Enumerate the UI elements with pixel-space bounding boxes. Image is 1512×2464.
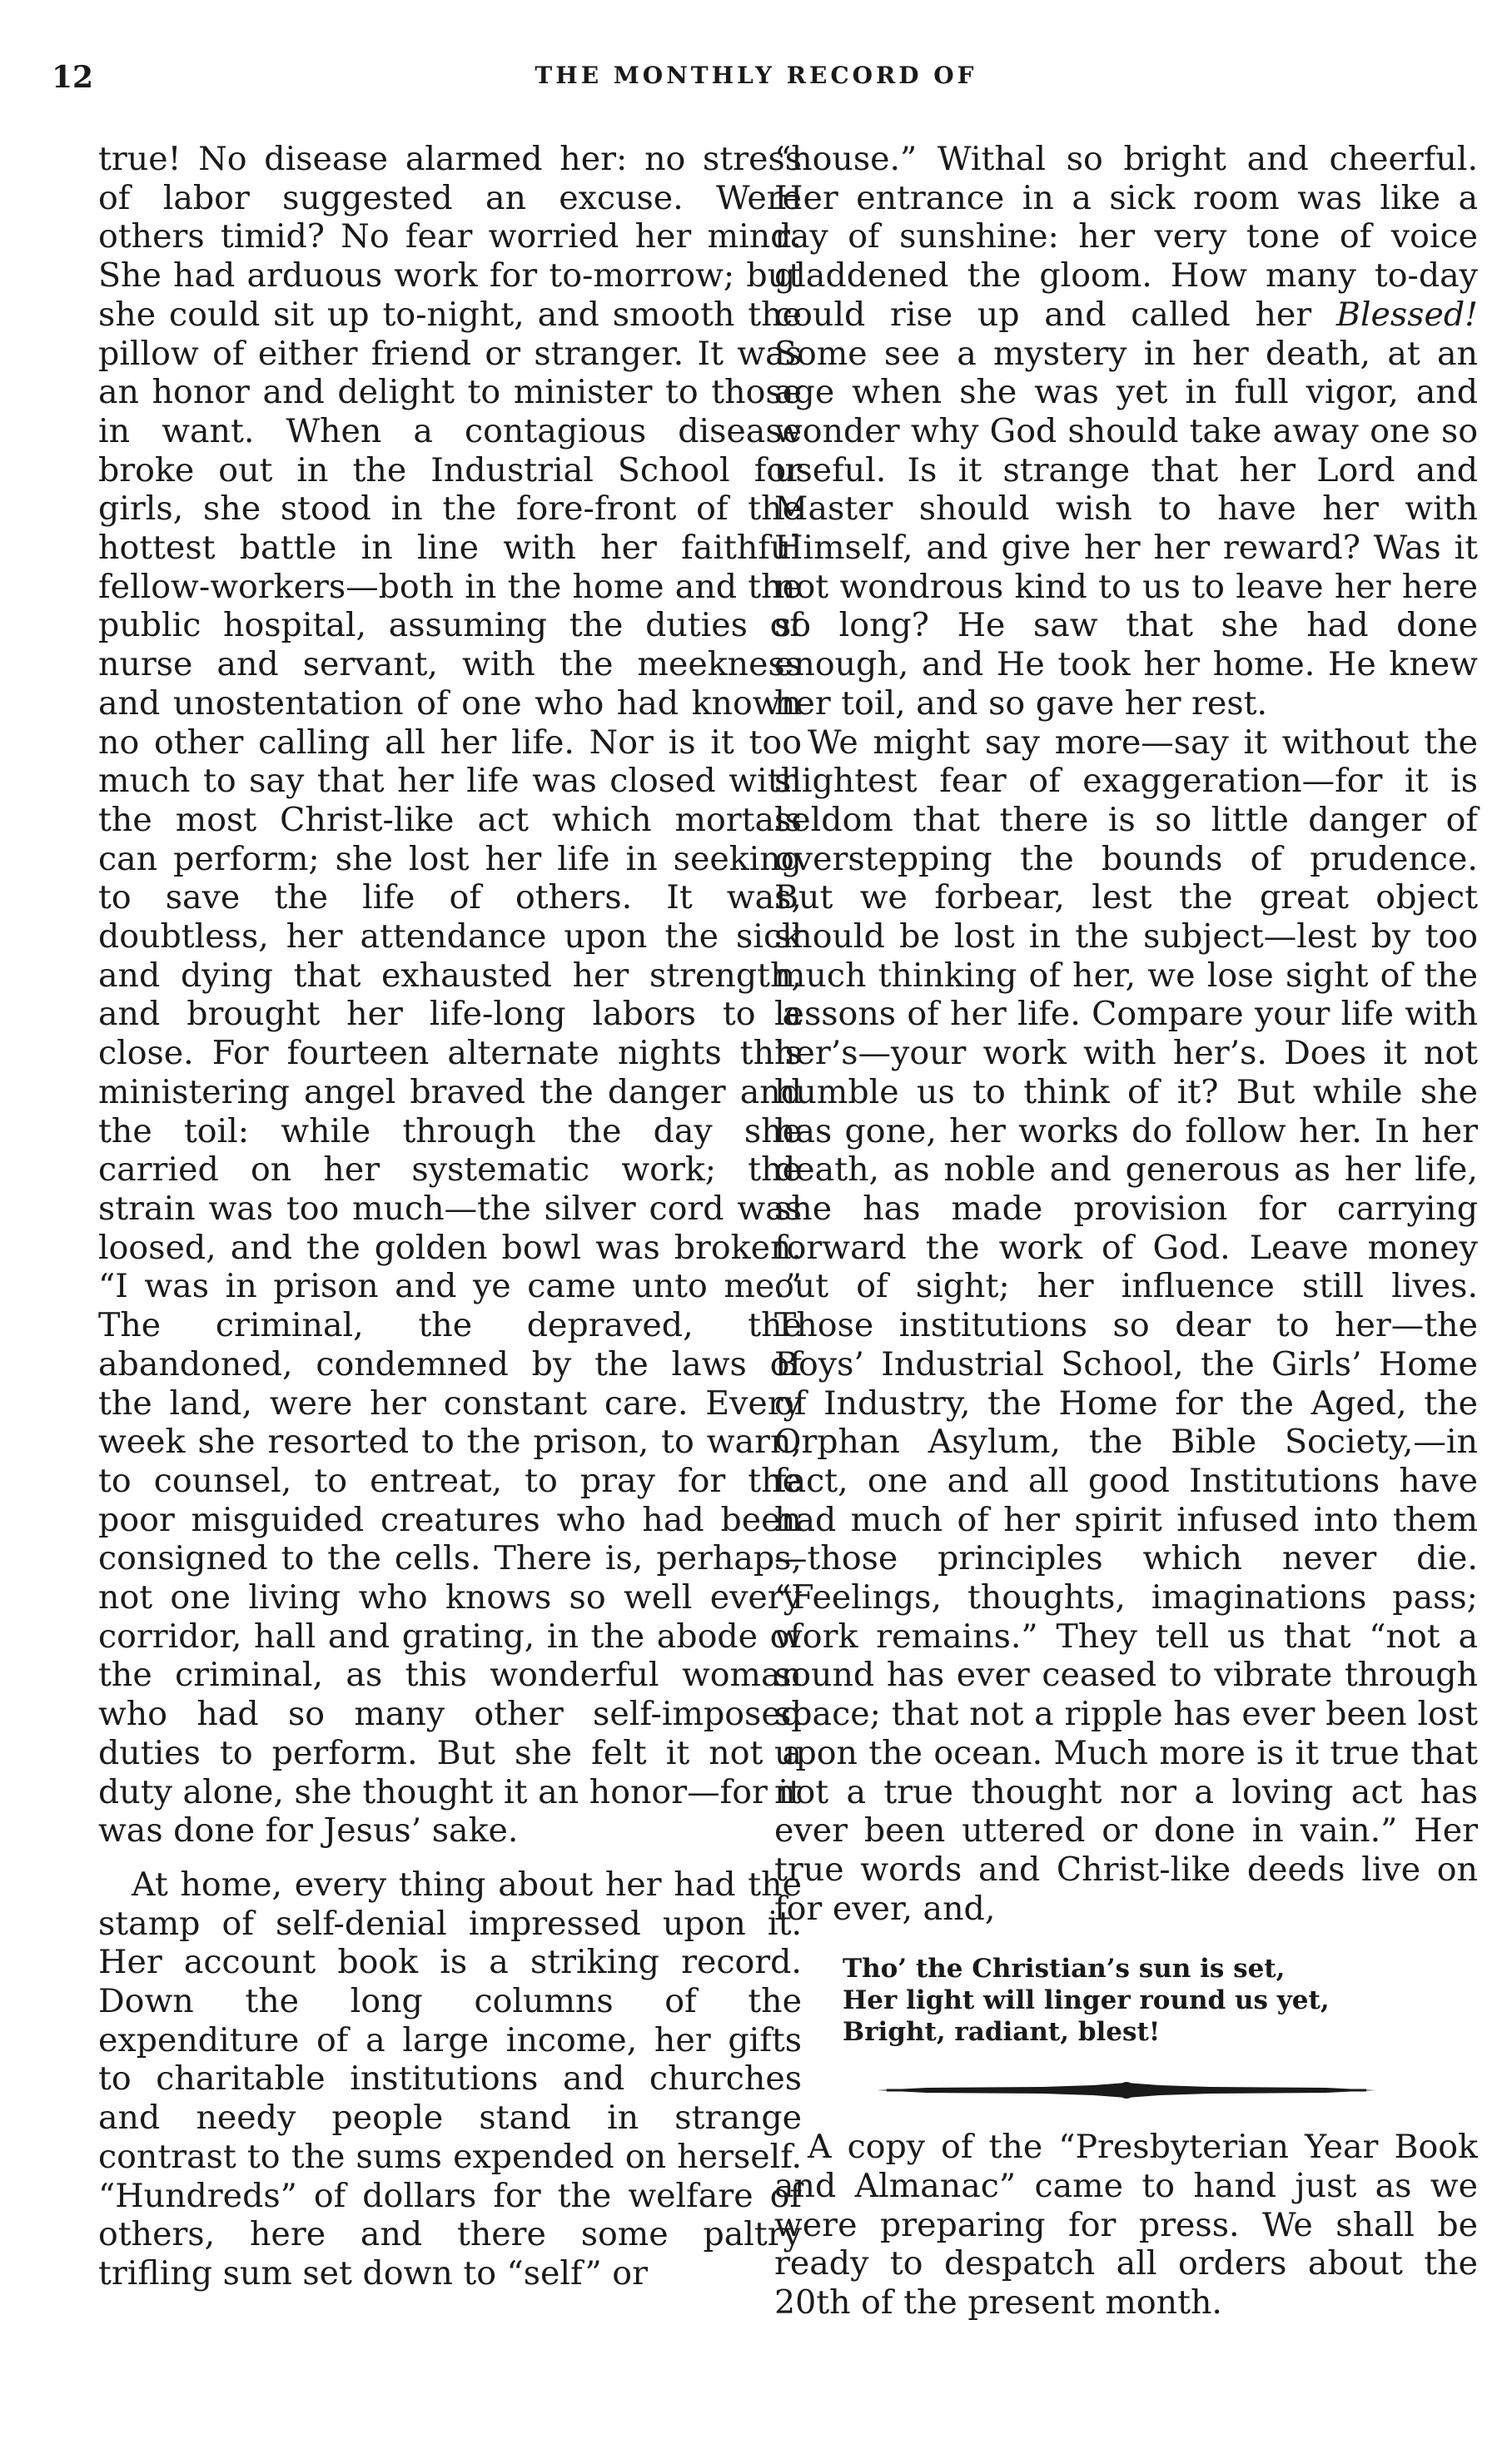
right-column — [774, 140, 1478, 2322]
verse-line: Bright, radiant, blest! — [843, 2017, 1161, 2048]
blessed-emphasis: Blessed! — [1335, 295, 1479, 334]
ornamental-divider — [877, 2078, 1376, 2103]
verse-line: Tho’ the Christian’s sun is set, — [843, 1954, 1286, 1985]
verse-quote — [843, 1953, 1478, 2048]
right-paragraph-end: Some see a mystery in her death, at an age when she was yet in full vigor, and wonder why God should take away one so useful. Is it strange that her Lord and Master should wish to have her with Himself, and give her her reward? Was it not wondrous kind to us to leave her here so long? He saw that she had done enough, and He took her home. He knew her toil, and so gave her rest. — [774, 334, 1478, 723]
left-paragraph-at-home: At home, every thing about her had the stamp of self-denial impressed upon it. Her account book is a striking record. Down the long columns of the expenditure of a large income, her gifts to charitable institutions and churches and needy people stand in strange contrast to the sums expended on herself. “Hundreds” of dollars for the welfare of others, here and there some paltry trifling sum set down to “self” or — [98, 1865, 802, 2293]
right-paragraph-start: “house.” Withal so bright and cheerful. Her entrance in a sick room was like a ray of sunshine: her very tone of voice gladdened the gloom. How many to-day could rise up and called her — [774, 140, 1478, 334]
verse-line: Her light will linger round us yet, — [843, 1985, 1330, 2016]
right-paragraph-continued — [774, 140, 1478, 723]
right-paragraph-we-might-say: We might say more—say it without the slightest fear of exaggeration—for it is seldom that there is so little danger of overstepping the bounds of prudence. But we forbear, lest the great object should be lost in the subject—lest by too much thinking of her, we lose sight of the lessons of her life. Compare your life with her’s—your work with her’s. Does it not humble us to think of it? But while she has gone, her works do follow her. In her death, as noble and generous as her life, she has made provision for carrying forward the work of God. Leave money out of sight; her influence still lives. Those institutions so dear to her—the Boys’ Industrial School, the Girls’ Home of Industry, the Home for the Aged, the Orphan Asylum, the Bible Society,—in fact, one and all good Institutions have had much of her spirit infused into them—those principles which never die. “Feelings, thoughts, imaginations pass; work remains.” They tell us that “not a sound has ever ceased to vibrate through space; that not a ripple has ever been lost upon the ocean. Much more is it true that not a true thought nor a loving act has ever been uttered or done in vain.” Her true words and Christ-like deeds live on for ever, and, — [774, 723, 1478, 1928]
page-number: 12 — [52, 60, 94, 95]
left-paragraph-continued: true! No disease alarmed her: no stress of labor suggested an excuse. Were others timid? No fear worried her mind. She had arduous work for to-morrow; but she could sit up to-night, and smooth the pillow of either friend or stranger. It was an honor and delight to minister to those in want. When a contagious disease broke out in the Industrial School for girls, she stood in the fore-front of the hottest battle in line with her faithful fellow-workers—both in the home and the public hospital, assuming the duties of nurse and servant, with the meekness and unostentation of one who had known no other calling all her life. Nor is it too much to say that her life was closed with the most Christ-like act which mortals can perform; she lost her life in seeking to save the life of others. It was, doubtless, her attendance upon the sick and dying that exhausted her strength, and brought her life-long labors to a close. For fourteen alternate nights this ministering angel braved the danger and the toil: while through the day she carried on her systematic work; the strain was too much—the silver cord was loosed, and the golden bowl was broken. “I was in prison and ye came unto me.” The criminal, the depraved, the abandoned, condemned by the laws of the land, were her constant care. Every week she resorted to the prison, to warn, to counsel, to entreat, to pray for the poor misguided creatures who had been consigned to the cells. There is, perhaps, not one living who knows so well every corridor, hall and grating, in the abode of the criminal, as this wonderful woman who had so many other self-imposed duties to perform. But she felt it not a duty alone, she thought it an honor—for it was done for Jesus’ sake. — [98, 140, 802, 1850]
year-book-notice: A copy of the “Presbyterian Year Book and Almanac” came to hand just as we were preparing for press. We shall be ready to despatch all orders about the 20th of the present month. — [774, 2128, 1478, 2322]
running-title: THE MONTHLY RECORD OF — [535, 62, 977, 89]
left-column — [98, 140, 802, 2293]
